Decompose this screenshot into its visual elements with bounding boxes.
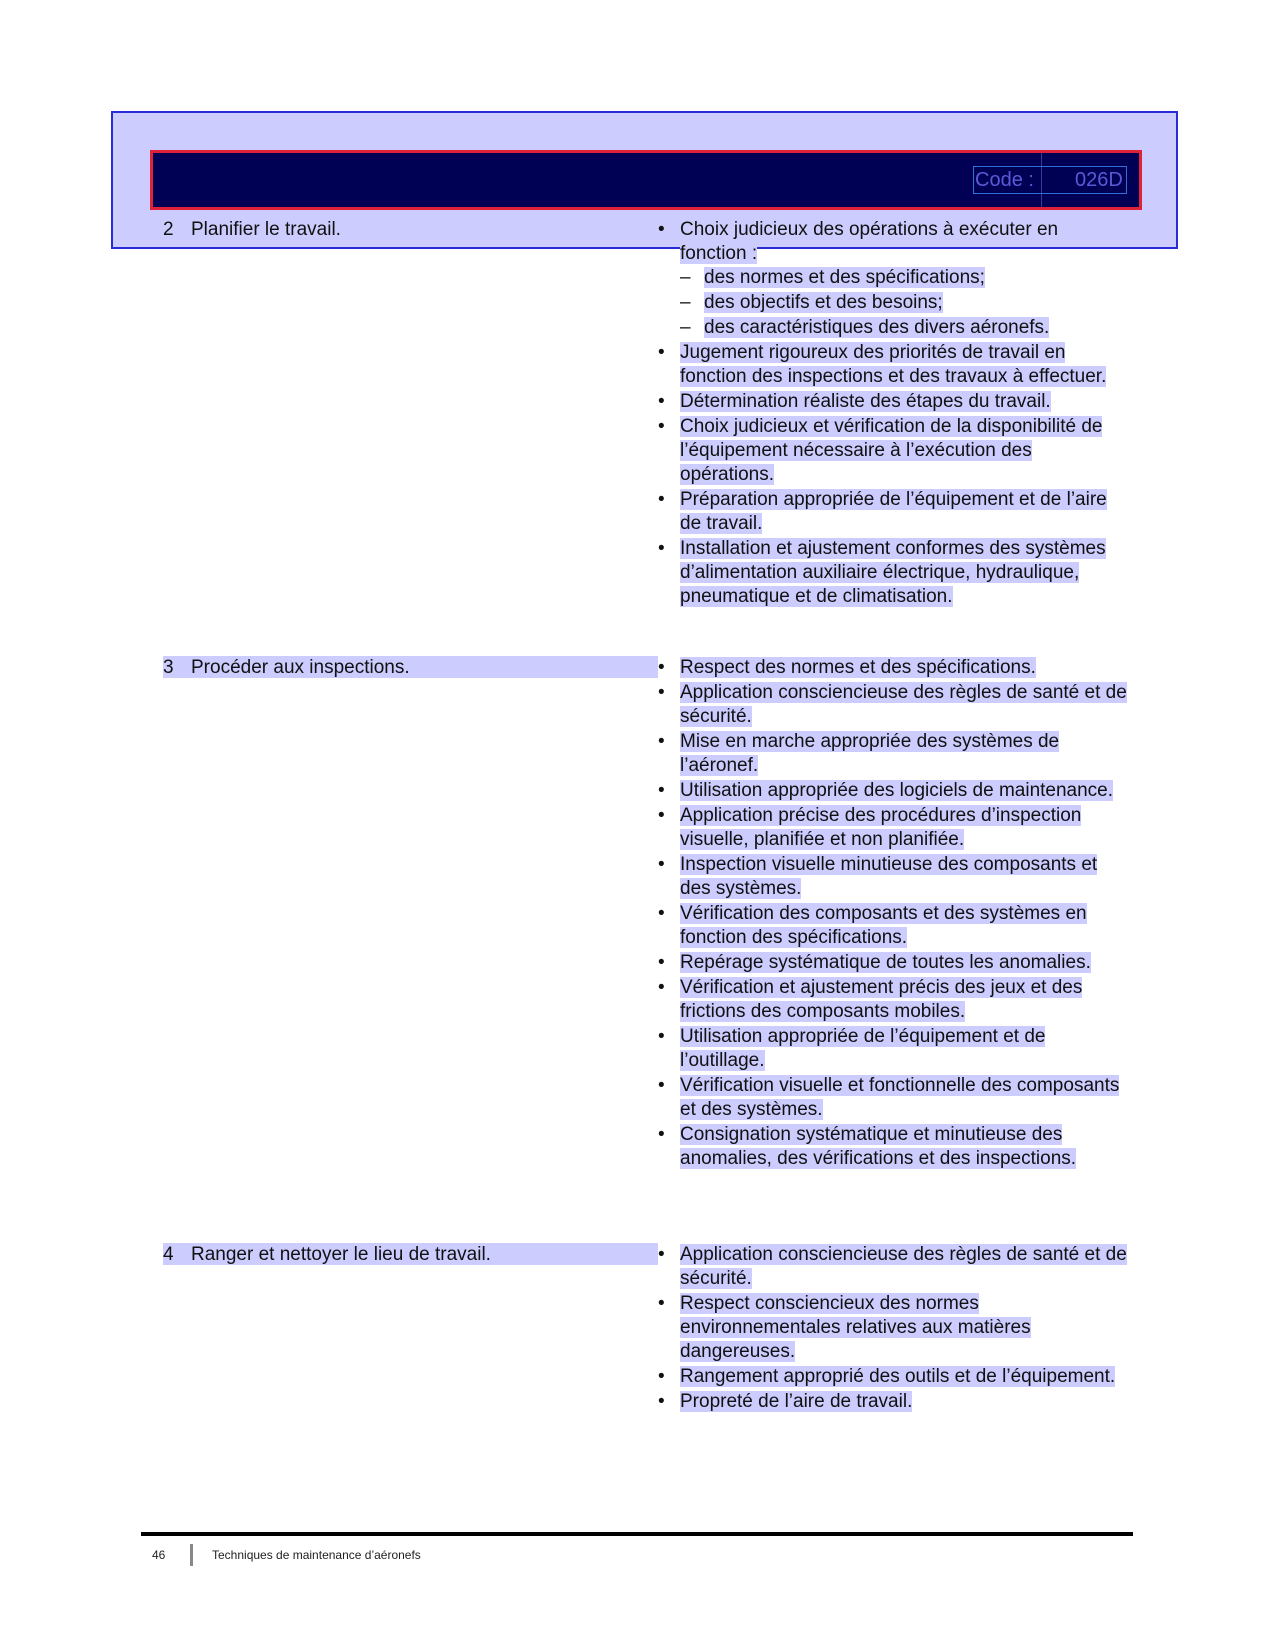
criteria-text: Respect des normes et des spécifications.	[680, 657, 1036, 678]
footer-rule	[141, 1532, 1133, 1536]
criteria-item	[658, 1390, 1128, 1414]
criteria-text: Repérage systématique de toutes les anomalies.	[680, 952, 1091, 973]
criteria-text: Vérification des composants et des systèmes en fonction des spécifications.	[680, 903, 1087, 948]
criteria-item	[658, 976, 1128, 1024]
bullet-icon: •	[658, 1026, 665, 1047]
bullet-icon: •	[658, 1366, 665, 1387]
sub-text: des caractéristiques des divers aéronefs.	[704, 317, 1050, 338]
criteria-text: Consignation systématique et minutieuse des anomalies, des vérifications et des inspections.	[680, 1124, 1077, 1169]
criteria-item	[658, 902, 1128, 950]
sub-text: des objectifs et des besoins;	[704, 292, 943, 313]
footer-separator	[190, 1544, 193, 1566]
dash-icon: –	[680, 317, 691, 338]
bullet-icon: •	[658, 657, 665, 678]
bullet-icon: •	[658, 342, 665, 363]
criteria-text: Rangement approprié des outils et de l’équipement.	[680, 1366, 1116, 1387]
sub-text: des normes et des spécifications;	[704, 267, 985, 288]
bullet-icon: •	[658, 1124, 665, 1145]
criteria-item	[658, 1365, 1128, 1389]
criteria-item	[658, 730, 1128, 778]
criteria-item	[658, 415, 1128, 487]
criteria-text: Propreté de l’aire de travail.	[680, 1391, 913, 1412]
criteria-text: Application consciencieuse des règles de santé et de sécurité.	[680, 1244, 1127, 1289]
criteria-text: Application précise des procédures d’inspection visuelle, planifiée et non planifiée.	[680, 805, 1082, 850]
criteria-text: Application consciencieuse des règles de santé et de sécurité.	[680, 682, 1127, 727]
sub-item	[680, 266, 1128, 290]
criteria-text: Respect consciencieux des normes environnementales relatives aux matières dangereuses.	[680, 1293, 1031, 1362]
criteria-item	[658, 218, 1128, 340]
bullet-icon: •	[658, 903, 665, 924]
criteria-item	[658, 390, 1128, 414]
criteria-list	[658, 656, 1128, 1172]
bullet-icon: •	[658, 538, 665, 559]
bullet-icon: •	[658, 1391, 665, 1412]
criteria-text: Installation et ajustement conformes des systèmes d’alimentation auxiliaire électrique, hydraulique, pneumatique et de climatisation.	[680, 538, 1106, 607]
footer-page-number: 46	[152, 1548, 166, 1562]
criteria-text: Utilisation appropriée de l’équipement et de l’outillage.	[680, 1026, 1046, 1071]
bullet-icon: •	[658, 1244, 665, 1265]
criteria-text: Utilisation appropriée des logiciels de maintenance.	[680, 780, 1114, 801]
footer-title: Techniques de maintenance d’aéronefs	[212, 1548, 421, 1562]
bullet-icon: •	[658, 780, 665, 801]
criteria-item	[658, 537, 1128, 609]
bullet-icon: •	[658, 391, 665, 412]
step-label: Procéder aux inspections.	[191, 657, 410, 678]
bullet-icon: •	[658, 682, 665, 703]
criteria-text: Choix judicieux des opérations à exécuter en fonction :	[680, 219, 1059, 264]
criteria-text: Choix judicieux et vérification de la disponibilité de l’équipement nécessaire à l’exécution des opérations.	[680, 416, 1103, 485]
criteria-list	[658, 218, 1128, 610]
sub-list	[680, 266, 1128, 340]
criteria-item	[658, 951, 1128, 975]
criteria-item	[658, 1292, 1128, 1364]
bullet-icon: •	[658, 731, 665, 752]
criteria-text: Détermination réaliste des étapes du travail.	[680, 391, 1051, 412]
criteria-text: Vérification et ajustement précis des jeux et des frictions des composants mobiles.	[680, 977, 1083, 1022]
criteria-item	[658, 1074, 1128, 1122]
bullet-icon: •	[658, 977, 665, 998]
bullet-icon: •	[658, 416, 665, 437]
criteria-text: Inspection visuelle minutieuse des composants et des systèmes.	[680, 854, 1098, 899]
step-number: 3	[163, 657, 174, 678]
step-label: Planifier le travail.	[191, 219, 341, 240]
criteria-item	[658, 804, 1128, 852]
criteria-item	[658, 656, 1128, 680]
criteria-item	[658, 1123, 1128, 1171]
sub-item	[680, 316, 1128, 340]
bullet-icon: •	[658, 952, 665, 973]
criteria-item	[658, 779, 1128, 803]
step-number: 2	[163, 219, 174, 240]
bullet-icon: •	[658, 1293, 665, 1314]
dash-icon: –	[680, 267, 691, 288]
code-value: 026D	[1075, 169, 1123, 191]
step-label: Ranger et nettoyer le lieu de travail.	[191, 1244, 491, 1265]
bullet-icon: •	[658, 854, 665, 875]
criteria-item	[658, 1243, 1128, 1291]
bullet-icon: •	[658, 489, 665, 510]
bullet-icon: •	[658, 1075, 665, 1096]
step-number: 4	[163, 1244, 174, 1265]
criteria-text: Mise en marche appropriée des systèmes de l’aéronef.	[680, 731, 1060, 776]
criteria-item	[658, 681, 1128, 729]
step-heading	[163, 656, 658, 678]
criteria-text: Vérification visuelle et fonctionnelle des composants et des systèmes.	[680, 1075, 1120, 1120]
code-bar	[150, 150, 1142, 210]
bullet-icon: •	[658, 219, 665, 240]
criteria-text: Jugement rigoureux des priorités de travail en fonction des inspections et des travaux à effectuer.	[680, 342, 1107, 387]
criteria-item	[658, 488, 1128, 536]
sub-item	[680, 291, 1128, 315]
dash-icon: –	[680, 292, 691, 313]
criteria-item	[658, 1025, 1128, 1073]
criteria-text: Préparation appropriée de l’équipement et de l’aire de travail.	[680, 489, 1107, 534]
bullet-icon: •	[658, 805, 665, 826]
criteria-item	[658, 853, 1128, 901]
criteria-list	[658, 1243, 1128, 1415]
code-label: Code :	[975, 169, 1034, 191]
criteria-item	[658, 341, 1128, 389]
step-heading	[163, 1243, 658, 1265]
step-heading	[163, 218, 658, 240]
